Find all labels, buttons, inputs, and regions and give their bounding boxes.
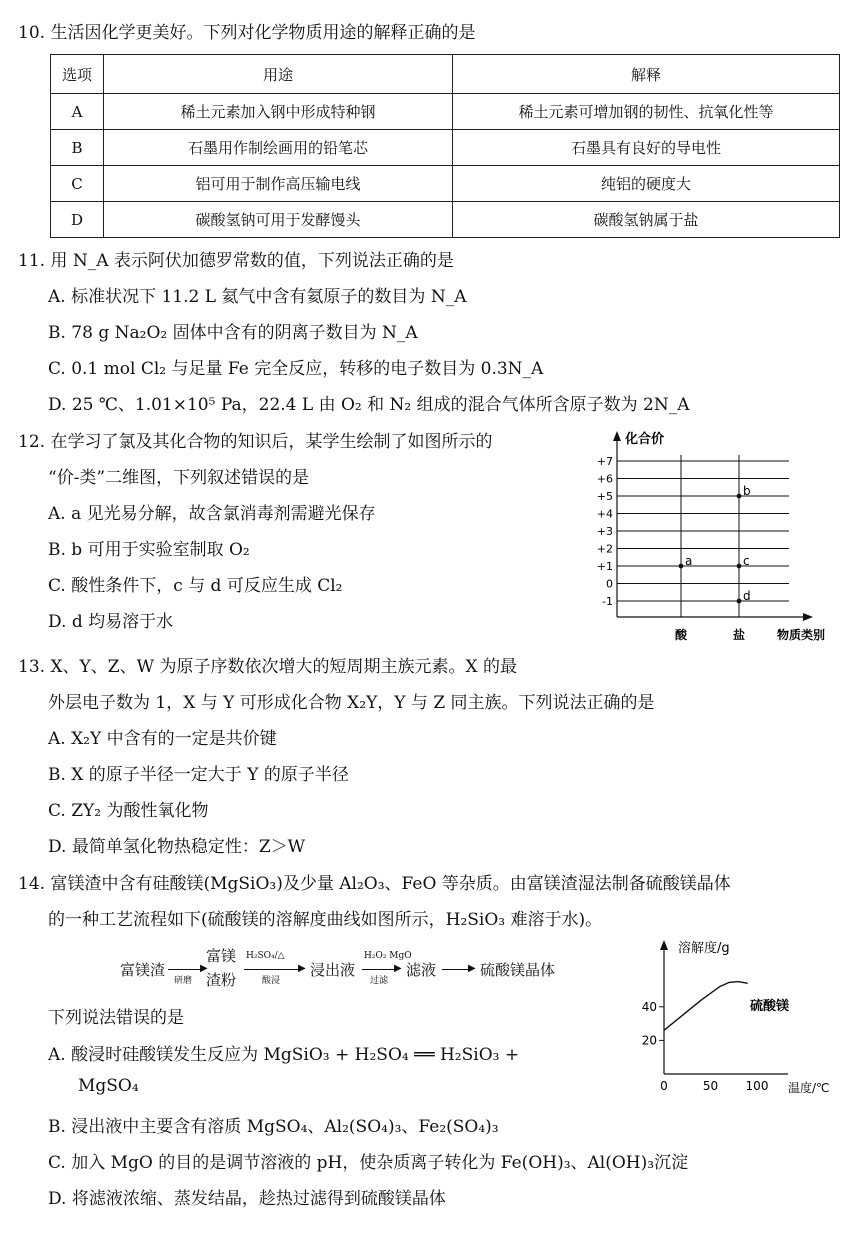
- q12-option-b: B. b 可用于实验室制取 O₂: [48, 540, 250, 560]
- q14-option-d: D. 将滤液浓缩、蒸发结晶，趁热过滤得到硫酸镁晶体: [48, 1189, 446, 1209]
- data-point: [737, 599, 742, 604]
- q12-stem-line1: 12. 在学习了氯及其化合物的知识后，某学生绘制了如图所示的: [18, 432, 493, 452]
- flow-arrowhead: ▶: [468, 963, 476, 974]
- table-cell: C: [51, 166, 104, 202]
- flow-mid1-top: 富镁: [206, 947, 237, 965]
- x-tick-label: 0: [660, 1079, 668, 1093]
- q14-option-a-line1: A. 酸浸时硅酸镁发生反应为 MgSiO₃ + H₂SO₄ ══ H₂SiO₃ +: [48, 1045, 520, 1065]
- data-point: [737, 564, 742, 569]
- q10-stem: 10. 生活因化学更美好。下列对化学物质用途的解释正确的是: [18, 23, 476, 43]
- x-tick-label: 盐: [732, 628, 746, 642]
- q14-stem-line2: 的一种工艺流程如下(硫酸镁的溶解度曲线如图所示，H₂SiO₃ 难溶于水)。: [48, 910, 603, 930]
- table-row: [51, 166, 840, 202]
- series-label: 硫酸镁: [750, 999, 790, 1014]
- y-tick-label: -1: [602, 595, 613, 608]
- series-line: [664, 982, 748, 1031]
- y-tick-label: 0: [606, 577, 613, 591]
- valence-class-chart: [585, 425, 850, 655]
- solubility-curve-chart: [628, 938, 850, 1108]
- q13-option-b: B. X 的原子半径一定大于 Y 的原子半径: [48, 765, 349, 785]
- q12-option-c: C. 酸性条件下，c 与 d 可反应生成 Cl₂: [48, 576, 343, 596]
- q10-table: [50, 54, 840, 238]
- flow-arrowhead: ▶: [394, 963, 402, 974]
- y-axis-label: 溶解度/g: [678, 941, 730, 956]
- y-tick-label: +2: [596, 542, 613, 556]
- point-label: a: [685, 554, 693, 568]
- q11-option-d: D. 25 ℃、1.01×10⁵ Pa，22.4 L 由 O₂ 和 N₂ 组成的混合气体所含原子数为 2N_A: [48, 395, 690, 415]
- flow-start: 富镁渣: [120, 961, 166, 979]
- q14-ask: 下列说法错误的是: [48, 1008, 184, 1028]
- table-header-cell: 解释: [453, 55, 840, 94]
- y-tick-label: +4: [596, 507, 613, 521]
- q11-stem: 11. 用 N_A 表示阿伏加德罗常数的值，下列说法正确的是: [18, 251, 454, 271]
- y-axis-arrow: [613, 431, 621, 441]
- table-row: [51, 202, 840, 238]
- table-cell: A: [51, 94, 104, 130]
- flow-mid1-bottom: 渣粉: [206, 971, 237, 989]
- y-tick-label: +1: [596, 560, 613, 573]
- q14-option-a-line2: MgSO₄: [78, 1076, 139, 1096]
- table-cell: 纯铝的硬度大: [453, 166, 840, 202]
- q14-option-b: B. 浸出液中主要含有溶质 MgSO₄、Al₂(SO₄)₃、Fe₂(SO₄)₃: [48, 1117, 499, 1137]
- data-point: [679, 564, 684, 569]
- x-tick-label: 50: [702, 1079, 719, 1093]
- table-cell: D: [51, 202, 104, 238]
- q13-stem-line1: 13. X、Y、Z、W 为原子序数依次增大的短周期主族元素。X 的最: [18, 657, 517, 677]
- q14-stem-line1: 14. 富镁渣中含有硅酸镁(MgSiO₃)及少量 Al₂O₃、FeO 等杂质。由富镁渣湿法制备硫酸镁晶体: [18, 874, 731, 894]
- table-header-row: [51, 55, 840, 94]
- flow-step2-label: 酸浸: [262, 976, 281, 986]
- flow-mid2: 浸出液: [310, 961, 356, 979]
- flow-arrowhead: ▶: [200, 963, 208, 974]
- point-label: c: [743, 554, 750, 568]
- q14-option-c: C. 加入 MgO 的目的是调节溶液的 pH，使杂质离子转化为 Fe(OH)₃、Al(OH)₃沉淀: [48, 1153, 689, 1173]
- flow-step1-label: 研磨: [174, 976, 193, 986]
- flow-arrow-2: [244, 969, 302, 970]
- y-axis-label: 化合价: [625, 432, 665, 447]
- q11-option-c: C. 0.1 mol Cl₂ 与足量 Fe 完全反应，转移的电子数目为 0.3N_A: [48, 359, 544, 379]
- table-row: [51, 94, 840, 130]
- q13-stem-line2: 外层电子数为 1，X 与 Y 可形成化合物 X₂Y，Y 与 Z 同主族。下列说法正确的是: [48, 693, 655, 713]
- table-cell: 稀土元素加入钢中形成特种钢: [104, 94, 453, 130]
- flow-end: 硫酸镁晶体: [480, 961, 556, 979]
- x-tick-label: 100: [745, 1079, 769, 1093]
- table-cell: B: [51, 130, 104, 166]
- x-axis-label: 温度/℃: [788, 1081, 830, 1095]
- point-label: d: [743, 589, 751, 603]
- x-axis-arrow: [803, 613, 813, 621]
- x-tick-label: 酸: [674, 628, 688, 642]
- q13-option-d: D. 最简单氢化物热稳定性：Z＞W: [48, 837, 306, 857]
- table-cell: 石墨用作制绘画用的铅笔芯: [104, 130, 453, 166]
- table-row: [51, 130, 840, 166]
- x-axis-label: 物质类别: [777, 628, 826, 642]
- table-cell: 碳酸氢钠可用于发酵馒头: [104, 202, 453, 238]
- table-cell: 碳酸氢钠属于盐: [453, 202, 840, 238]
- flow-arrowhead: ▶: [298, 963, 306, 974]
- y-tick-label: +5: [596, 490, 613, 503]
- q12-option-d: D. d 均易溶于水: [48, 612, 174, 632]
- flow-arrow-3: [362, 969, 398, 970]
- y-tick-label: +6: [596, 472, 613, 486]
- q11-option-a: A. 标准状况下 11.2 L 氦气中含有氦原子的数目为 N_A: [48, 287, 467, 307]
- y-tick-label: 40: [641, 999, 657, 1014]
- flow-mid3: 滤液: [406, 961, 437, 979]
- table-cell: 铝可用于制作高压输电线: [104, 166, 453, 202]
- process-flow: [120, 945, 640, 995]
- flow-step3-label: 过滤: [370, 976, 389, 986]
- q13-option-c: C. ZY₂ 为酸性氧化物: [48, 801, 209, 821]
- table-cell: 石墨具有良好的导电性: [453, 130, 840, 166]
- table-cell: 稀土元素可增加钢的韧性、抗氧化性等: [453, 94, 840, 130]
- table-header-cell: 选项: [51, 55, 104, 94]
- y-tick-label: +7: [596, 455, 613, 468]
- flow-step3-reagent: H₂O₂ MgO: [364, 951, 412, 961]
- data-point: [737, 494, 742, 499]
- q12-stem-line2: “价-类”二维图，下列叙述错误的是: [48, 468, 310, 488]
- flow-step2-reagent: H₂SO₄/△: [246, 951, 285, 961]
- q11-option-b: B. 78 g Na₂O₂ 固体中含有的阴离子数目为 N_A: [48, 323, 418, 343]
- table-header-cell: 用途: [104, 55, 453, 94]
- flow-arrow-1: [168, 969, 204, 970]
- q13-option-a: A. X₂Y 中含有的一定是共价键: [48, 729, 277, 749]
- y-tick-label: +3: [596, 525, 613, 538]
- y-axis-arrow: [660, 940, 668, 950]
- point-label: b: [743, 484, 751, 498]
- q12-option-a: A. a 见光易分解，故含氯消毒剂需避光保存: [48, 504, 376, 524]
- y-tick-label: 20: [641, 1033, 657, 1048]
